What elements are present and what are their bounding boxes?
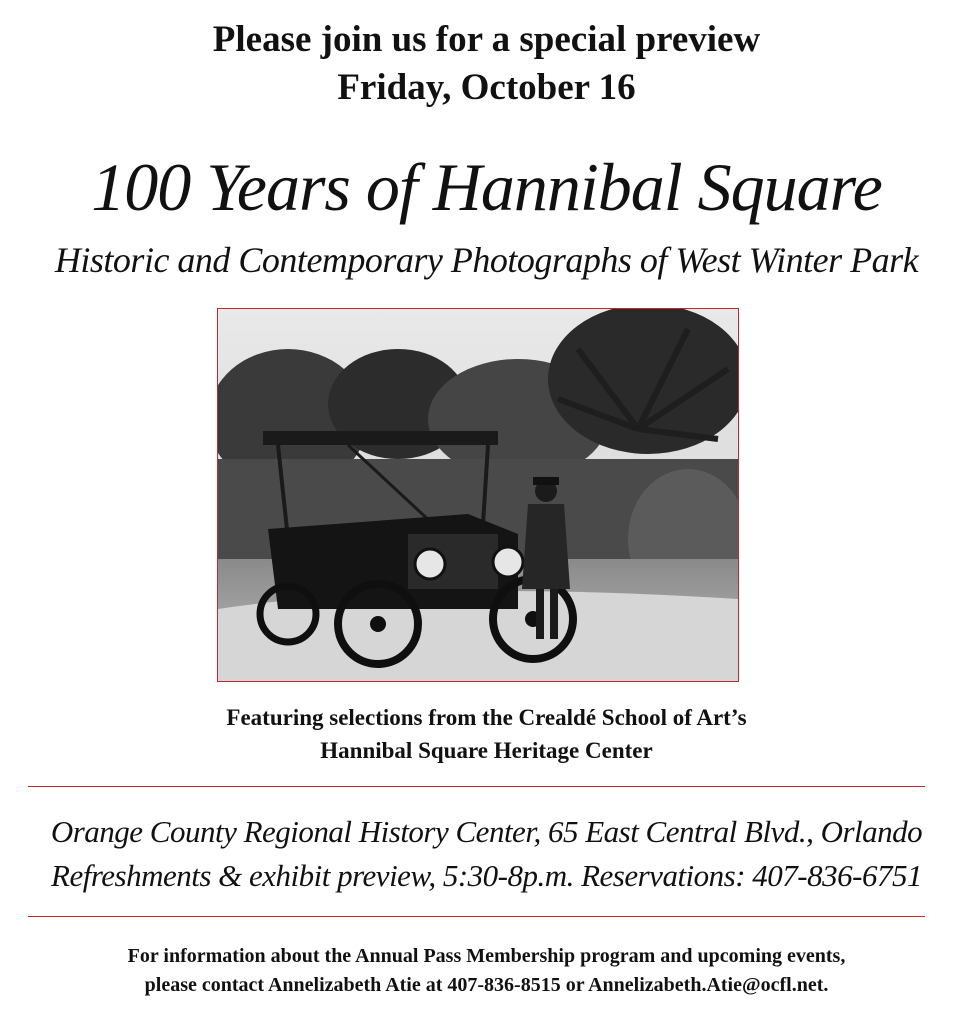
vintage-car-photo: [218, 309, 738, 681]
contact-info-line-2: please contact Annelizabeth Atie at 407-836-8515 or Annelizabeth.Atie@ocfl.net.: [144, 974, 829, 996]
venue-address: Orange County Regional History Center, 65 East Central Blvd., Orlando: [50, 814, 923, 849]
divider-bottom: [28, 916, 925, 917]
divider-top: [28, 786, 925, 787]
featuring-line-1: Featuring selections from the Crealdé School of Art’s: [226, 705, 747, 730]
invite-line-1: Please join us for a special preview: [212, 19, 761, 60]
historic-photo: [217, 308, 739, 682]
event-subtitle: Historic and Contemporary Photographs of West Winter Park: [54, 240, 919, 280]
event-title: 100 Years of Hannibal Square: [91, 149, 882, 225]
contact-info-line-1: For information about the Annual Pass Membership program and upcoming events,: [127, 945, 846, 967]
venue-details: Refreshments & exhibit preview, 5:30-8p.m. Reservations: 407-836-6751: [51, 858, 922, 893]
invite-date: Friday, October 16: [337, 67, 636, 108]
featuring-line-2: Hannibal Square Heritage Center: [320, 738, 653, 763]
